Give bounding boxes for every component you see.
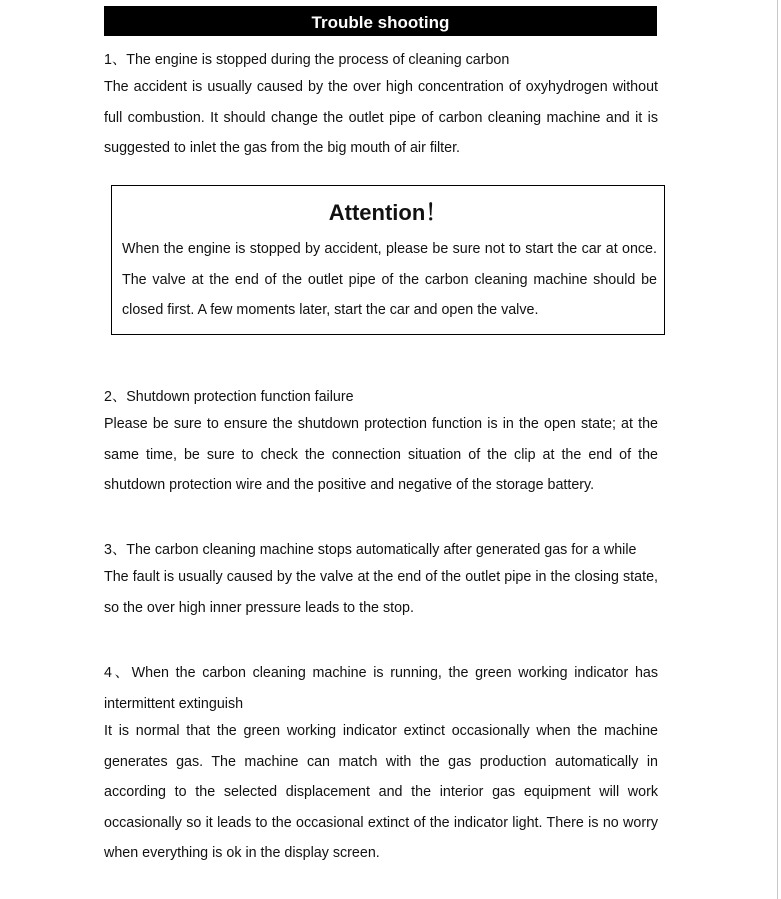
document-page	[104, 6, 658, 862]
section-3-body: The fault is usually caused by the valve at the end of the outlet pipe in the closing state, so the over high inner pressure leads to the stop.	[104, 569, 658, 616]
section-1-body: The accident is usually caused by the over high concentration of oxyhydrogen without full combustion. It should change the outlet pipe of carbon cleaning machine and it is suggested to inlet the gas from the big mouth of air filter.	[104, 79, 658, 157]
section-4-heading: 4、When the carbon cleaning machine is running, the green working indicator has intermittent extinguish	[104, 665, 658, 712]
attention-box	[111, 185, 665, 335]
section-2-heading: 2、Shutdown protection function failure	[104, 389, 354, 405]
section-3-heading: 3、The carbon cleaning machine stops automatically after generated gas for a while	[104, 542, 637, 558]
attention-body: When the engine is stopped by accident, please be sure not to start the car at once. The valve at the end of the outlet pipe of the carbon cleaning machine should be closed first. A few moments later, start the car and open the valve.	[122, 241, 657, 319]
section-2-body: Please be sure to ensure the shutdown protection function is in the open state; at the same time, be sure to check the connection situation of the clip at the end of the shutdown protection wire and the positive and negative of the storage battery.	[104, 416, 658, 494]
attention-title: Attention！	[328, 200, 448, 225]
section-1-heading: 1、The engine is stopped during the process of cleaning carbon	[104, 52, 510, 68]
page-edge-divider	[777, 0, 778, 899]
section-4-body: It is normal that the green working indicator extinct occasionally when the machine generates gas. The machine can match with the gas production automatically in according to the selected displacement and the interior gas equipment will work occasionally so it leads to the occasional extinct of the indicator light. There is no worry when everything is ok in the display screen.	[104, 723, 658, 862]
page-title: Trouble shooting	[104, 6, 657, 36]
